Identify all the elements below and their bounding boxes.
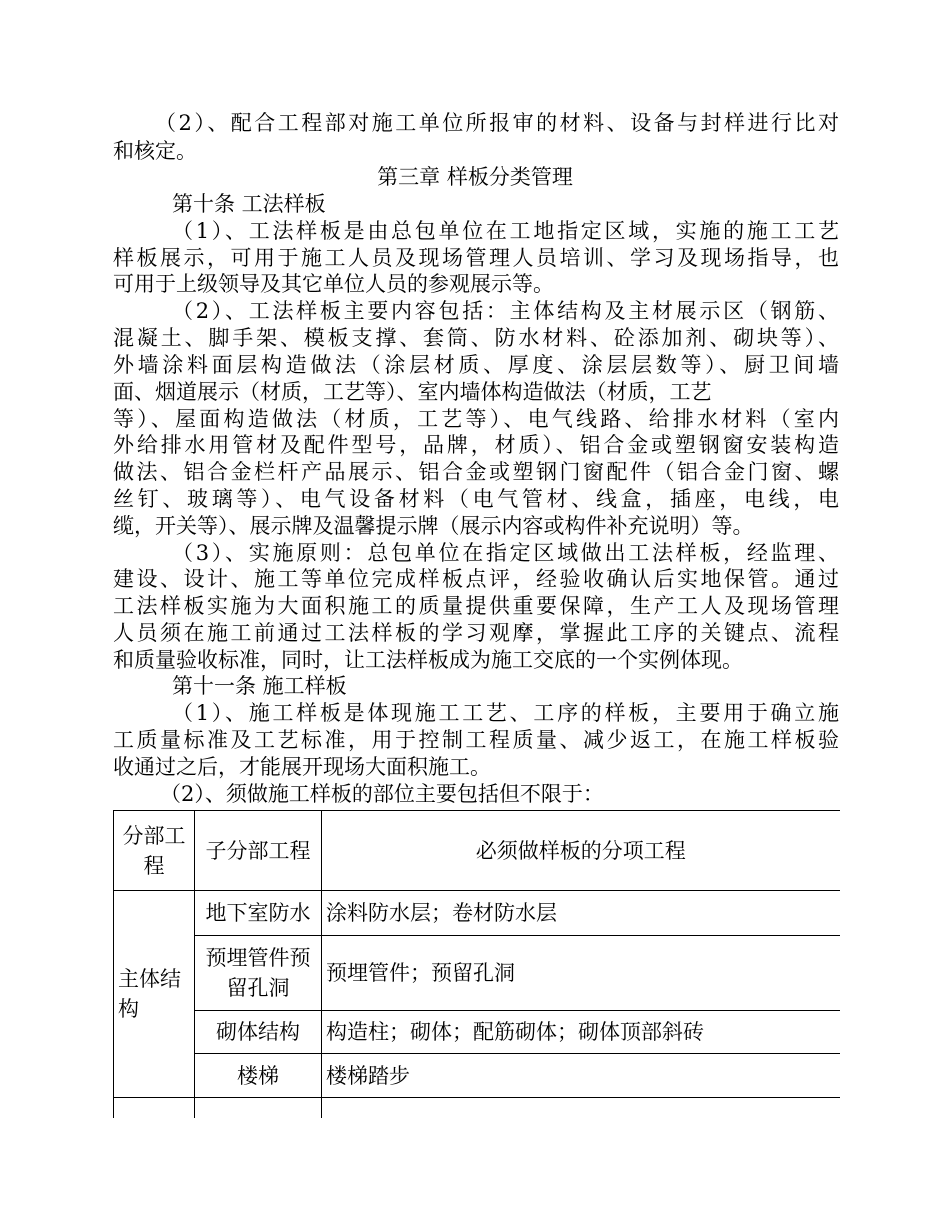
paragraph-line: 收通过之后，才能展开现场大面积施工。 (113, 755, 491, 779)
header-items: 必须做样板的分项工程 (322, 811, 840, 891)
paragraph-line: 外墙涂料面层构造做法（涂层材质、厚度、涂层层数等）、厨卫间墙 (113, 353, 839, 377)
paragraph-line: 混凝土、脚手架、模板支撑、套筒、防水材料、砼添加剂、砌块等）、 (113, 326, 839, 350)
article-10-title: 第十条 工法样板 (172, 192, 326, 216)
table-header-row (114, 811, 840, 891)
subdivision-cell: 地下室防水 (195, 891, 322, 936)
paragraph-line: 工质量标准及工艺标准，用于控制工程质量、减少返工，在施工样板验 (113, 728, 839, 752)
paragraph-line: （1）、施工样板是体现施工工艺、工序的样板，主要用于确立施 (172, 701, 839, 725)
paragraph-line: 丝钉、玻璃等）、电气设备材料（电气管材、线盒，插座，电线，电 (113, 487, 839, 511)
subdivision-cell: 楼梯 (195, 1054, 322, 1098)
items-cell: 构造柱；砌体；配筋砌体；砌体顶部斜砖 (322, 1011, 840, 1054)
division-cell: 主体结构 (114, 891, 195, 1098)
paragraph-line: 和质量验收标准，同时，让工法样板成为施工交底的一个实例体现。 (113, 648, 743, 672)
chapter-title: 第三章 样板分类管理 (377, 165, 573, 189)
table-row (114, 1054, 840, 1098)
empty-cell (322, 1098, 840, 1118)
paragraph-line: 外给排水用管材及配件型号，品牌，材质）、铝合金或塑钢窗安装构造 (113, 433, 839, 457)
items-cell: 涂料防水层；卷材防水层 (322, 891, 840, 936)
paragraph-line: 等）、屋面构造做法（材质，工艺等）、电气线路、给排水材料（室内 (113, 407, 839, 431)
items-cell: 楼梯踏步 (322, 1054, 840, 1098)
header-subdivision: 子分部工程 (195, 811, 322, 891)
header-division: 分部工程 (114, 811, 195, 891)
paragraph-line: 建设、设计、施工等单位完成样板点评，经验收确认后实地保管。通过 (113, 567, 839, 591)
paragraph-line: （2）、须做施工样板的部位主要包括但不限于： (160, 782, 604, 806)
paragraph-line: 人员须在施工前通过工法样板的学习观摩，掌握此工序的关键点、流程 (113, 621, 839, 645)
items-cell: 预埋管件；预留孔洞 (322, 936, 840, 1011)
table-row (114, 936, 840, 1011)
paragraph-line: 做法、铝合金栏杆产品展示、铝合金或塑钢门窗配件（铝合金门窗、螺 (113, 460, 839, 484)
paragraph-line: 和核定。 (113, 139, 197, 163)
subdivision-cell: 预埋管件预留孔洞 (195, 936, 322, 1011)
table-row-partial (114, 1098, 840, 1118)
subdivision-cell: 砌体结构 (195, 1011, 322, 1054)
table-row (114, 891, 840, 936)
article-11-title: 第十一条 施工样板 (172, 674, 347, 698)
sample-parts-table (113, 810, 840, 1118)
table-row (114, 1011, 840, 1054)
empty-cell (114, 1098, 195, 1118)
paragraph-line: （3）、实施原则：总包单位在指定区域做出工法样板，经监理、 (172, 541, 839, 565)
paragraph-line: 缆，开关等）、展示牌及温馨提示牌（展示内容或构件补充说明）等。 (113, 514, 754, 538)
paragraph-line: （2）、工法样板主要内容包括：主体结构及主材展示区（钢筋、 (172, 299, 839, 323)
paragraph-line: 工法样板实施为大面积施工的质量提供重要保障，生产工人及现场管理 (113, 594, 839, 618)
paragraph-line: 样板展示，可用于施工人员及现场管理人员培训、学习及现场指导，也 (113, 246, 839, 270)
paragraph-line: （2）、配合工程部对施工单位所报审的材料、设备与封样进行比对 (155, 111, 839, 135)
paragraph-line: （1）、工法样板是由总包单位在工地指定区域，实施的施工工艺 (172, 219, 839, 243)
empty-cell (195, 1098, 322, 1118)
paragraph-line: 面、烟道展示（材质，工艺等）、室内墙体构造做法（材质，工艺 (113, 380, 712, 404)
paragraph-line: 可用于上级领导及其它单位人员的参观展示等。 (113, 272, 554, 296)
